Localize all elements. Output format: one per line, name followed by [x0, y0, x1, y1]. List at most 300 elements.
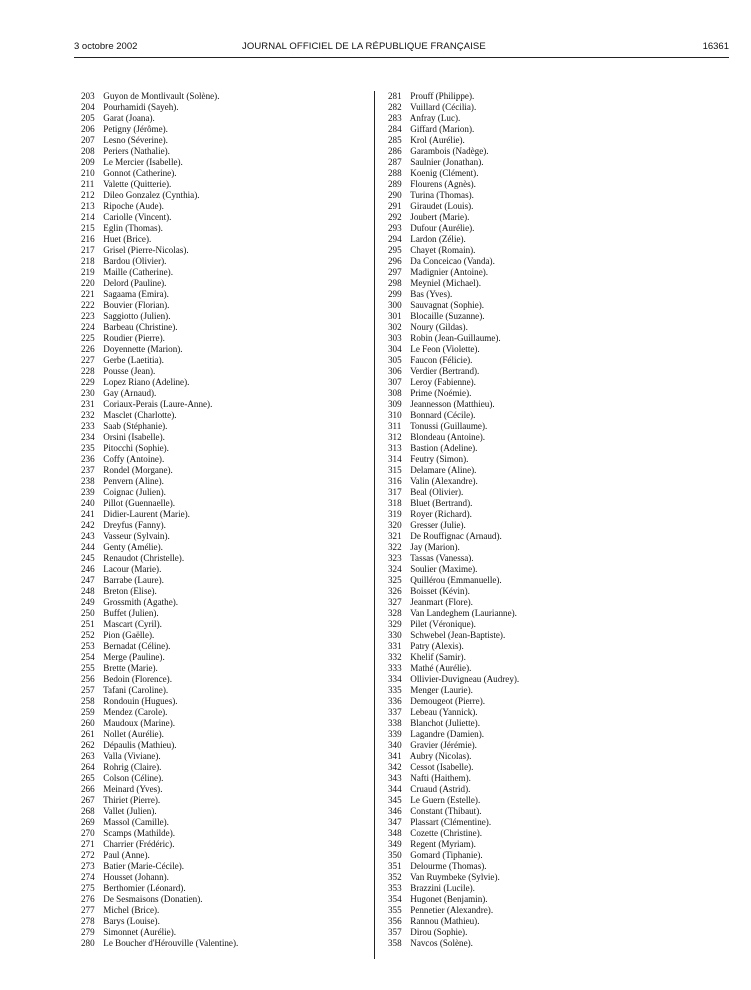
list-item	[81, 630, 366, 641]
entry-number: 357	[388, 927, 402, 937]
entry-number: 344	[388, 784, 402, 794]
list-item	[388, 718, 688, 729]
entry-number: 321	[388, 531, 402, 541]
entry-number: 317	[388, 487, 402, 497]
entry-name: Didier-Laurent (Marie).	[103, 509, 190, 519]
entry-number: 230	[81, 388, 95, 398]
entry-number: 263	[81, 751, 95, 761]
list-item	[388, 597, 688, 608]
list-item	[388, 916, 688, 927]
entry-number: 291	[388, 201, 402, 211]
entry-number: 205	[81, 113, 95, 123]
list-item	[81, 476, 366, 487]
list-item	[81, 828, 366, 839]
entry-name: Dreyfus (Fanny).	[103, 520, 166, 530]
page-header	[74, 41, 729, 55]
entry-name: Batier (Marie-Cécile).	[103, 861, 185, 871]
entry-name: Bedoin (Florence).	[103, 674, 172, 684]
list-item	[388, 784, 688, 795]
entry-name: Barys (Louise).	[103, 916, 160, 926]
entry-number: 283	[388, 113, 402, 123]
entry-number: 225	[81, 333, 95, 343]
entry-number: 218	[81, 256, 95, 266]
entry-number: 257	[81, 685, 95, 695]
entry-name: Navcos (Solène).	[410, 938, 473, 948]
entry-number: 289	[388, 179, 402, 189]
list-item	[81, 696, 366, 707]
entry-name: Rondouin (Hugues).	[103, 696, 178, 706]
entry-number: 358	[388, 938, 402, 948]
entry-name: Ripoche (Aude).	[103, 201, 164, 211]
entry-number: 259	[81, 707, 95, 717]
list-item	[81, 586, 366, 597]
entry-name: Nollet (Aurélie).	[103, 729, 164, 739]
entry-name: Delamare (Aline).	[410, 465, 477, 475]
entry-name: Le Guern (Estelle).	[410, 795, 481, 805]
list-item	[388, 883, 688, 894]
entry-name: Penvern (Aline).	[103, 476, 164, 486]
entry-name: Saulnier (Jonathan).	[410, 157, 484, 167]
entry-name: Flourens (Agnès).	[410, 179, 476, 189]
list-item	[81, 784, 366, 795]
entry-name: Bouvier (Florian).	[103, 300, 170, 310]
entry-number: 304	[388, 344, 402, 354]
entry-name: Lagandre (Damien).	[410, 729, 485, 739]
entry-name: Lardon (Zélie).	[410, 234, 466, 244]
entry-name: Thiriet (Pierre).	[103, 795, 161, 805]
list-item	[388, 894, 688, 905]
entry-name: Simonnet (Aurélie).	[103, 927, 177, 937]
list-item	[388, 872, 688, 883]
column-divider	[374, 91, 375, 959]
list-item	[81, 201, 366, 212]
list-item	[81, 432, 366, 443]
list-item	[388, 245, 688, 256]
entry-number: 334	[388, 674, 402, 684]
entry-number: 345	[388, 795, 402, 805]
entry-name: Constant (Thibaut).	[410, 806, 482, 816]
entry-number: 264	[81, 762, 95, 772]
entry-number: 244	[81, 542, 95, 552]
list-item	[81, 652, 366, 663]
list-item	[81, 377, 366, 388]
entry-number: 332	[388, 652, 402, 662]
entry-number: 288	[388, 168, 402, 178]
list-item	[81, 234, 366, 245]
entry-name: Lebeau (Yannick).	[410, 707, 478, 717]
entry-name: Pitocchi (Sophie).	[103, 443, 169, 453]
list-item	[388, 102, 688, 113]
entry-name: Valin (Alexandre).	[410, 476, 478, 486]
entry-number: 232	[81, 410, 95, 420]
list-item	[81, 465, 366, 476]
list-item	[388, 685, 688, 696]
list-item	[388, 509, 688, 520]
list-item	[388, 300, 688, 311]
list-item	[388, 135, 688, 146]
list-item	[388, 729, 688, 740]
entry-number: 338	[388, 718, 402, 728]
entry-name: Dileo Gonzalez (Cynthia).	[103, 190, 200, 200]
list-item	[81, 520, 366, 531]
list-item	[388, 333, 688, 344]
header-date: 3 octobre 2002	[74, 41, 138, 52]
entry-number: 242	[81, 520, 95, 530]
entry-name: Bernadat (Céline).	[103, 641, 171, 651]
entry-name: Pilet (Véronique).	[410, 619, 476, 629]
entry-name: Boisset (Kévin).	[410, 586, 470, 596]
entry-number: 320	[388, 520, 402, 530]
entry-number: 239	[81, 487, 95, 497]
entry-name: Cozette (Christine).	[410, 828, 483, 838]
entry-number: 326	[388, 586, 402, 596]
entry-number: 212	[81, 190, 95, 200]
entry-name: Mathé (Aurélie).	[410, 663, 472, 673]
entry-number: 352	[388, 872, 402, 882]
entry-name: Gomard (Tiphanie).	[410, 850, 483, 860]
entry-number: 253	[81, 641, 95, 651]
entry-number: 255	[81, 663, 95, 673]
entry-number: 220	[81, 278, 95, 288]
list-item	[81, 795, 366, 806]
entry-name: Gonnot (Catherine).	[103, 168, 177, 178]
entry-number: 306	[388, 366, 402, 376]
entry-number: 328	[388, 608, 402, 618]
entry-name: Garambois (Nadège).	[410, 146, 489, 156]
list-item	[81, 542, 366, 553]
list-item	[388, 146, 688, 157]
entry-number: 229	[81, 377, 95, 387]
list-item	[81, 531, 366, 542]
list-item	[388, 696, 688, 707]
entry-name: Pousse (Jean).	[103, 366, 156, 376]
list-item	[81, 509, 366, 520]
entry-name: Rondel (Morgane).	[103, 465, 173, 475]
list-item	[81, 256, 366, 267]
list-item	[81, 685, 366, 696]
entry-name: Grossmith (Agathe).	[103, 597, 179, 607]
entry-name: Soulier (Maxime).	[410, 564, 478, 574]
entry-number: 313	[388, 443, 402, 453]
entry-number: 323	[388, 553, 402, 563]
entry-number: 297	[388, 267, 402, 277]
entry-number: 267	[81, 795, 95, 805]
list-item	[81, 674, 366, 685]
list-item	[388, 938, 688, 949]
entry-number: 353	[388, 883, 402, 893]
list-item	[81, 223, 366, 234]
list-item	[388, 927, 688, 938]
entry-number: 234	[81, 432, 95, 442]
entry-name: Lacour (Marie).	[103, 564, 162, 574]
list-item	[388, 751, 688, 762]
list-item	[388, 619, 688, 630]
entry-name: Coriaux-Perais (Laure-Anne).	[103, 399, 213, 409]
entry-number: 322	[388, 542, 402, 552]
list-item	[388, 564, 688, 575]
list-item	[81, 894, 366, 905]
entry-name: De Rouffignac (Arnaud).	[410, 531, 502, 541]
entry-name: Gay (Arnaud).	[103, 388, 157, 398]
entry-name: Eglin (Thomas).	[103, 223, 163, 233]
entry-number: 302	[388, 322, 402, 332]
entry-number: 343	[388, 773, 402, 783]
list-item	[81, 619, 366, 630]
list-item	[81, 487, 366, 498]
list-item	[81, 905, 366, 916]
entry-name: Pennetier (Alexandre).	[410, 905, 494, 915]
entry-name: Genty (Amélie).	[103, 542, 163, 552]
list-item	[81, 322, 366, 333]
list-item	[81, 300, 366, 311]
entry-number: 349	[388, 839, 402, 849]
entry-name: Plassart (Clémentine).	[410, 817, 492, 827]
left-column-list	[81, 91, 366, 949]
entry-number: 286	[388, 146, 402, 156]
list-item	[388, 289, 688, 300]
entry-name: Doyennette (Marion).	[103, 344, 183, 354]
entry-number: 316	[388, 476, 402, 486]
entry-number: 213	[81, 201, 95, 211]
list-item	[81, 806, 366, 817]
entry-number: 287	[388, 157, 402, 167]
entry-name: Van Ruymbeke (Sylvie).	[410, 872, 500, 882]
entry-number: 307	[388, 377, 402, 387]
entry-name: Maudoux (Marine).	[103, 718, 176, 728]
list-item	[388, 399, 688, 410]
entry-number: 284	[388, 124, 402, 134]
entry-number: 298	[388, 278, 402, 288]
list-item	[81, 410, 366, 421]
entry-number: 233	[81, 421, 95, 431]
entry-number: 217	[81, 245, 95, 255]
page-number: 16361	[702, 41, 729, 52]
entry-name: Le Mercier (Isabelle).	[103, 157, 183, 167]
entry-name: Grisel (Pierre-Nicolas).	[103, 245, 189, 255]
entry-name: Gresser (Julie).	[410, 520, 466, 530]
entry-name: Scamps (Mathilde).	[103, 828, 176, 838]
entry-number: 325	[388, 575, 402, 585]
entry-name: Pillot (Guennaelle).	[103, 498, 176, 508]
entry-number: 335	[388, 685, 402, 695]
entry-number: 246	[81, 564, 95, 574]
list-item	[388, 795, 688, 806]
entry-number: 278	[81, 916, 95, 926]
entry-number: 330	[388, 630, 402, 640]
entry-name: Blanchot (Juliette).	[410, 718, 480, 728]
entry-number: 210	[81, 168, 95, 178]
entry-name: Quillérou (Emmanuelle).	[410, 575, 502, 585]
entry-number: 300	[388, 300, 402, 310]
entry-name: Charrier (Frédéric).	[103, 839, 175, 849]
entry-name: Pion (Gaëlle).	[103, 630, 155, 640]
entry-name: Demougeot (Pierre).	[410, 696, 486, 706]
list-item	[388, 91, 688, 102]
entry-name: Aubry (Nicolas).	[409, 751, 472, 761]
list-item	[388, 828, 688, 839]
entry-number: 240	[81, 498, 95, 508]
entry-name: Bluet (Bertrand).	[410, 498, 473, 508]
entry-name: Tafani (Caroline).	[103, 685, 169, 695]
entry-name: Giraudet (Louis).	[410, 201, 474, 211]
entry-number: 238	[81, 476, 95, 486]
entry-name: Blocaille (Suzanne).	[410, 311, 485, 321]
entry-number: 337	[388, 707, 402, 717]
entry-number: 265	[81, 773, 95, 783]
list-item	[388, 652, 688, 663]
list-item	[81, 102, 366, 113]
entry-number: 312	[388, 432, 402, 442]
entry-number: 215	[81, 223, 95, 233]
list-item	[388, 553, 688, 564]
entry-name: Mendez (Carole).	[103, 707, 168, 717]
list-item	[81, 817, 366, 828]
entry-name: Prouff (Philippe).	[410, 91, 475, 101]
list-item	[388, 366, 688, 377]
list-item	[388, 641, 688, 652]
list-item	[388, 421, 688, 432]
entry-name: De Sesmaisons (Donatien).	[103, 894, 203, 904]
list-item	[388, 608, 688, 619]
list-item	[81, 839, 366, 850]
entry-number: 208	[81, 146, 95, 156]
list-item	[388, 586, 688, 597]
entry-name: Jeanmart (Flore).	[410, 597, 473, 607]
entry-number: 209	[81, 157, 95, 167]
entry-number: 241	[81, 509, 95, 519]
entry-number: 296	[388, 256, 402, 266]
list-item	[81, 597, 366, 608]
list-item	[388, 201, 688, 212]
entry-name: Massol (Camille).	[103, 817, 169, 827]
entry-name: Tassas (Vanessa).	[410, 553, 474, 563]
list-item	[388, 861, 688, 872]
entry-name: Faucon (Félicie).	[410, 355, 473, 365]
entry-name: Dépaulis (Mathieu).	[103, 740, 177, 750]
entry-number: 272	[81, 850, 95, 860]
entry-number: 341	[388, 751, 402, 761]
list-item	[81, 861, 366, 872]
list-item	[388, 498, 688, 509]
list-item	[388, 465, 688, 476]
list-item	[388, 850, 688, 861]
list-item	[81, 883, 366, 894]
list-item	[81, 124, 366, 135]
entry-number: 314	[388, 454, 402, 464]
entry-number: 350	[388, 850, 402, 860]
entry-name: Masclet (Charlotte).	[103, 410, 177, 420]
entry-name: Menger (Laurie).	[410, 685, 473, 695]
entry-name: Valette (Quitterie).	[103, 179, 172, 189]
entry-number: 251	[81, 619, 95, 629]
entry-number: 256	[81, 674, 95, 684]
list-item	[81, 91, 366, 102]
entry-number: 277	[81, 905, 95, 915]
entry-number: 273	[81, 861, 95, 871]
list-item	[81, 938, 366, 949]
list-item	[388, 817, 688, 828]
entry-number: 354	[388, 894, 402, 904]
list-item	[81, 168, 366, 179]
list-item	[388, 839, 688, 850]
entry-number: 221	[81, 289, 95, 299]
entry-number: 292	[388, 212, 402, 222]
list-item	[81, 751, 366, 762]
entry-name: Valla (Viviane).	[103, 751, 161, 761]
header-rule	[74, 57, 729, 58]
entry-number: 227	[81, 355, 95, 365]
list-item	[388, 773, 688, 784]
entry-name: Barrabe (Laure).	[103, 575, 164, 585]
entry-name: Madignier (Antoine).	[410, 267, 489, 277]
entry-name: Vasseur (Sylvain).	[103, 531, 170, 541]
entry-number: 206	[81, 124, 95, 134]
entry-number: 274	[81, 872, 95, 882]
entry-name: Coffy (Antoine).	[103, 454, 165, 464]
list-item	[388, 630, 688, 641]
list-item	[81, 498, 366, 509]
list-item	[388, 113, 688, 124]
entry-name: Breton (Elise).	[103, 586, 157, 596]
list-item	[388, 476, 688, 487]
entry-name: Beal (Olivier).	[410, 487, 464, 497]
entry-name: Saggiotto (Julien).	[103, 311, 171, 321]
list-item	[388, 212, 688, 223]
entry-number: 280	[81, 938, 95, 948]
list-item	[81, 773, 366, 784]
entry-number: 276	[81, 894, 95, 904]
list-item	[388, 311, 688, 322]
entry-name: Turina (Thomas).	[410, 190, 474, 200]
entry-number: 336	[388, 696, 402, 706]
list-item	[388, 575, 688, 586]
entry-name: Bas (Yves).	[410, 289, 453, 299]
list-item	[388, 179, 688, 190]
list-item	[81, 113, 366, 124]
entry-number: 247	[81, 575, 95, 585]
entry-name: Anfray (Luc).	[409, 113, 461, 123]
entry-number: 275	[81, 883, 95, 893]
entry-number: 295	[388, 245, 402, 255]
entry-number: 271	[81, 839, 95, 849]
list-item	[388, 267, 688, 278]
list-item	[81, 399, 366, 410]
entry-name: Da Conceicao (Vanda).	[410, 256, 495, 266]
entry-number: 231	[81, 399, 95, 409]
entry-name: Verdier (Bertrand).	[410, 366, 480, 376]
list-item	[81, 135, 366, 146]
list-item	[388, 190, 688, 201]
entry-name: Brette (Marie).	[103, 663, 158, 673]
entry-name: Roudier (Pierre).	[103, 333, 165, 343]
list-item	[388, 520, 688, 531]
entry-number: 305	[388, 355, 402, 365]
entry-number: 236	[81, 454, 95, 464]
entry-name: Michel (Brice).	[103, 905, 160, 915]
list-item	[81, 872, 366, 883]
entry-name: Renaudot (Christelle).	[103, 553, 185, 563]
entry-number: 333	[388, 663, 402, 673]
list-item	[81, 421, 366, 432]
list-item	[388, 432, 688, 443]
entry-name: Meinard (Yves).	[103, 784, 163, 794]
list-item	[81, 179, 366, 190]
entry-name: Joubert (Marie).	[410, 212, 470, 222]
entry-number: 339	[388, 729, 402, 739]
list-item	[81, 608, 366, 619]
entry-number: 303	[388, 333, 402, 343]
list-item	[388, 388, 688, 399]
